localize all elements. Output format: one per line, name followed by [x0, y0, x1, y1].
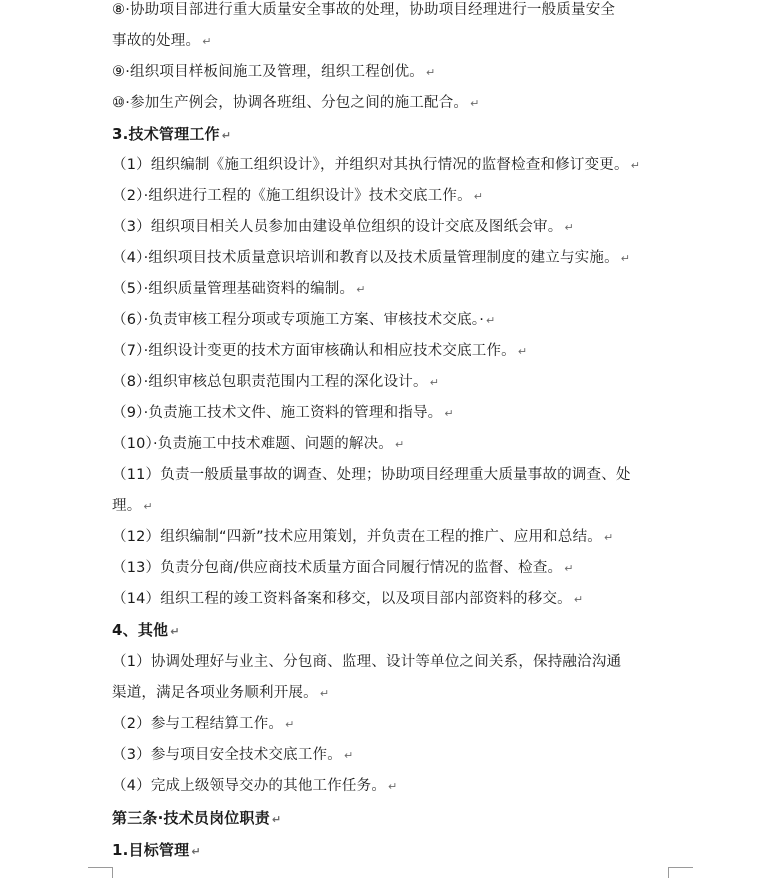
- heading-text: 1.目标管理: [112, 841, 190, 859]
- paragraph-mark-icon: ↵: [573, 593, 584, 606]
- paragraph-mark-icon: ↵: [486, 314, 496, 327]
- heading-text: 4、其他: [112, 621, 169, 639]
- paragraph-mark-icon: ↵: [473, 190, 484, 203]
- text-line: [112, 589, 583, 610]
- line-text: （2）参与工程结算工作。: [112, 716, 284, 732]
- paragraph-mark-icon: ↵: [630, 159, 641, 172]
- text-line: [112, 31, 212, 52]
- paragraph-mark-icon: ↵: [564, 562, 574, 575]
- paragraph-mark-icon: ↵: [221, 129, 232, 142]
- paragraph-mark-icon: ↵: [271, 813, 282, 826]
- line-text: 渠道，满足各项业务顺利开展。: [112, 685, 318, 701]
- text-line: [112, 776, 397, 797]
- line-text: （10）·负责施工中技术难题、问题的解决。: [112, 436, 394, 452]
- text-line: [112, 217, 574, 238]
- line-text: （8）·组织审核总包职责范围内工程的深化设计。: [112, 374, 428, 390]
- line-text: （5）·组织质量管理基础资料的编制。: [112, 281, 355, 297]
- text-line: [112, 714, 295, 735]
- line-text: （3）参与项目安全技术交底工作。: [112, 747, 342, 763]
- paragraph-mark-icon: ↵: [444, 407, 454, 420]
- paragraph-mark-icon: ↵: [285, 718, 295, 731]
- text-line: [112, 496, 153, 517]
- text-line: [112, 434, 404, 455]
- paragraph-mark-icon: ↵: [603, 531, 614, 544]
- text-line: [112, 310, 495, 331]
- margin-corner-mark-icon: [88, 867, 113, 878]
- line-text: （1）协调处理好与业主、分包商、监理、设计等单位之间关系，保持融洽沟通: [112, 654, 622, 670]
- paragraph-mark-icon: ↵: [191, 845, 201, 858]
- heading-text: 第三条·技术员岗位职责: [112, 809, 270, 827]
- text-line: [112, 652, 623, 673]
- section-heading: [112, 840, 201, 862]
- line-text: （12）组织编制“四新”技术应用策划，并负责在工程的推广、应用和总结。: [112, 529, 602, 545]
- section-heading: [112, 124, 231, 146]
- line-text: 事故的处理。: [112, 33, 201, 49]
- line-text: （11）负责一般质量事故的调查、处理；协助项目经理重大质量事故的调查、处: [112, 467, 631, 483]
- line-text: （3）组织项目相关人员参加由建设单位组织的设计交底及图纸会审。: [112, 219, 563, 235]
- line-text: （13）负责分包商/供应商技术质量方面合同履行情况的监督、检查。: [112, 560, 563, 576]
- text-line: [112, 341, 527, 362]
- text-line: [112, 745, 353, 766]
- paragraph-mark-icon: ↵: [517, 345, 528, 358]
- text-line: [112, 465, 633, 486]
- paragraph-mark-icon: ↵: [426, 66, 436, 79]
- text-line: [112, 62, 435, 83]
- paragraph-mark-icon: ↵: [388, 780, 398, 793]
- paragraph-mark-icon: ↵: [470, 97, 480, 110]
- line-text: 理。: [112, 498, 142, 514]
- paragraph-mark-icon: ↵: [395, 438, 405, 451]
- text-line: [112, 0, 617, 21]
- heading-text: 3.技术管理工作: [112, 125, 220, 143]
- paragraph-mark-icon: ↵: [564, 221, 574, 234]
- paragraph-mark-icon: ↵: [170, 625, 180, 638]
- line-text: （6）·负责审核工程分项或专项施工方案、审核技术交底。·: [112, 312, 485, 328]
- paragraph-mark-icon: ↵: [319, 687, 330, 700]
- line-text: （4）·组织项目技术质量意识培训和教育以及技术质量管理制度的建立与实施。: [112, 250, 619, 266]
- line-text: （9）·负责施工技术文件、施工资料的管理和指导。: [112, 405, 443, 421]
- text-line: [112, 403, 454, 424]
- text-line: [112, 248, 630, 269]
- line-text: （14）组织工程的竣工资料备案和移交，以及项目部内部资料的移交。: [112, 591, 572, 607]
- paragraph-mark-icon: ↵: [202, 35, 212, 48]
- line-text: （1）组织编制《施工组织设计》，并组织对其执行情况的监督检查和修订变更。: [112, 157, 629, 173]
- section-heading: [112, 808, 281, 830]
- paragraph-mark-icon: ↵: [620, 252, 631, 265]
- line-text: （4）完成上级领导交办的其他工作任务。: [112, 778, 387, 794]
- text-line: [112, 279, 366, 300]
- section-heading: [112, 620, 180, 642]
- text-line: [112, 93, 480, 114]
- text-line: [112, 527, 613, 548]
- text-line: [112, 186, 483, 207]
- paragraph-mark-icon: ↵: [343, 749, 354, 762]
- text-line: [112, 683, 329, 704]
- paragraph-mark-icon: ↵: [429, 376, 440, 389]
- text-line: [112, 372, 439, 393]
- line-text: ⑩·参加生产例会，协调各班组、分包之间的施工配合。: [112, 95, 469, 111]
- line-text: （7）·组织设计变更的技术方面审核确认和相应技术交底工作。: [112, 343, 516, 359]
- line-text: （2）·组织进行工程的《施工组织设计》技术交底工作。: [112, 188, 472, 204]
- paragraph-mark-icon: ↵: [143, 500, 153, 513]
- margin-corner-mark-icon: [668, 867, 693, 878]
- text-line: [112, 155, 640, 176]
- line-text: ⑧·协助项目部进行重大质量安全事故的处理，协助项目经理进行一般质量安全: [112, 2, 616, 18]
- line-text: ⑨·组织项目样板间施工及管理，组织工程创优。: [112, 64, 425, 80]
- paragraph-mark-icon: ↵: [356, 283, 366, 296]
- text-line: [112, 558, 574, 579]
